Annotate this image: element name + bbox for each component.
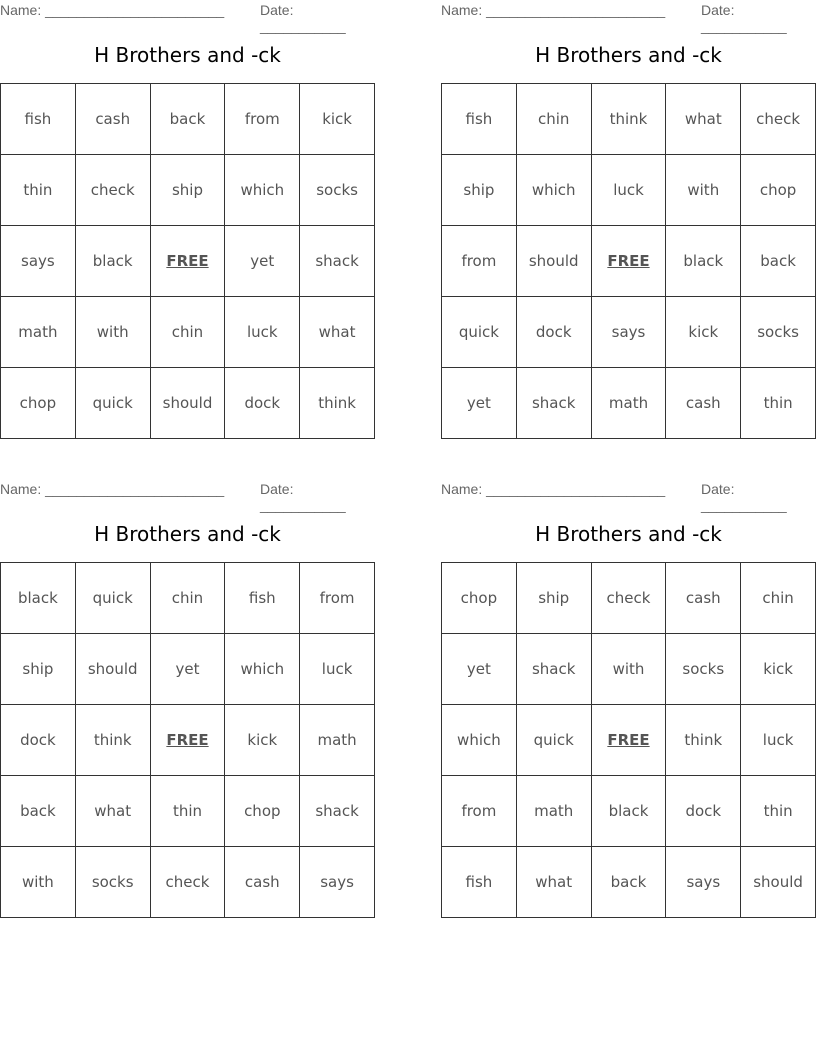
date-field[interactable]: Date: ___________ (701, 481, 787, 513)
date-field[interactable]: Date: ___________ (260, 2, 346, 34)
word-cell: ship (516, 563, 591, 634)
word-cell: shack (300, 226, 375, 297)
word-cell: kick (225, 705, 300, 776)
word-cell: yet (442, 368, 517, 439)
name-date-line (441, 481, 816, 513)
word-cell: cash (666, 368, 741, 439)
word-cell: dock (666, 776, 741, 847)
word-cell: says (591, 297, 666, 368)
word-cell: cash (75, 84, 150, 155)
word-cell: which (516, 155, 591, 226)
word-cell: what (75, 776, 150, 847)
word-cell: socks (741, 297, 816, 368)
word-cell: with (591, 634, 666, 705)
word-cell: luck (225, 297, 300, 368)
word-cell: from (442, 226, 517, 297)
free-space-cell: FREE (150, 705, 225, 776)
grid-row (442, 776, 816, 847)
word-cell: chop (225, 776, 300, 847)
word-cell: cash (666, 563, 741, 634)
word-cell: check (75, 155, 150, 226)
word-cell: fish (225, 563, 300, 634)
word-cell: black (666, 226, 741, 297)
name-date-line (0, 2, 375, 34)
word-cell: check (591, 563, 666, 634)
word-cell: think (666, 705, 741, 776)
grid-row (442, 155, 816, 226)
word-cell: which (442, 705, 517, 776)
word-cell: dock (1, 705, 76, 776)
word-cell: math (516, 776, 591, 847)
word-cell: quick (75, 563, 150, 634)
word-cell: luck (741, 705, 816, 776)
bingo-grid (0, 83, 375, 439)
word-cell: thin (741, 368, 816, 439)
word-cell: black (75, 226, 150, 297)
bingo-grid (441, 562, 816, 918)
word-cell: black (591, 776, 666, 847)
word-cell: quick (75, 368, 150, 439)
grid-row (1, 226, 375, 297)
word-cell: quick (442, 297, 517, 368)
word-cell: black (1, 563, 76, 634)
word-cell: thin (150, 776, 225, 847)
word-cell: math (1, 297, 76, 368)
grid-row (1, 847, 375, 918)
word-cell: cash (225, 847, 300, 918)
word-cell: shack (516, 368, 591, 439)
word-cell: chin (516, 84, 591, 155)
word-cell: luck (300, 634, 375, 705)
word-cell: thin (741, 776, 816, 847)
grid-row (1, 634, 375, 705)
word-cell: fish (442, 847, 517, 918)
word-cell: which (225, 155, 300, 226)
word-cell: from (225, 84, 300, 155)
word-cell: math (300, 705, 375, 776)
word-cell: yet (225, 226, 300, 297)
name-field[interactable]: Name: _______________________ (441, 2, 666, 18)
word-cell: chop (1, 368, 76, 439)
word-cell: ship (150, 155, 225, 226)
word-cell: fish (442, 84, 517, 155)
word-cell: quick (516, 705, 591, 776)
word-cell: with (75, 297, 150, 368)
grid-row (1, 155, 375, 226)
word-cell: kick (300, 84, 375, 155)
date-field[interactable]: Date: ___________ (260, 481, 346, 513)
word-cell: from (442, 776, 517, 847)
word-cell: says (666, 847, 741, 918)
word-cell: should (516, 226, 591, 297)
bingo-grid (441, 83, 816, 439)
word-cell: kick (741, 634, 816, 705)
word-cell: check (741, 84, 816, 155)
grid-row (442, 847, 816, 918)
word-cell: think (300, 368, 375, 439)
word-cell: shack (516, 634, 591, 705)
card-title: H Brothers and -ck (94, 522, 281, 546)
word-cell: think (75, 705, 150, 776)
word-cell: says (300, 847, 375, 918)
grid-row (1, 297, 375, 368)
word-cell: socks (666, 634, 741, 705)
free-space-cell: FREE (150, 226, 225, 297)
grid-row (442, 84, 816, 155)
word-cell: yet (150, 634, 225, 705)
word-cell: chin (741, 563, 816, 634)
word-cell: from (300, 563, 375, 634)
card-title: H Brothers and -ck (535, 43, 722, 67)
word-cell: dock (225, 368, 300, 439)
word-cell: think (591, 84, 666, 155)
word-cell: what (300, 297, 375, 368)
word-cell: socks (75, 847, 150, 918)
grid-row (442, 226, 816, 297)
word-cell: which (225, 634, 300, 705)
grid-row (442, 634, 816, 705)
grid-row (1, 776, 375, 847)
bingo-grid (0, 562, 375, 918)
grid-row (442, 368, 816, 439)
grid-row (442, 563, 816, 634)
word-cell: chin (150, 563, 225, 634)
word-cell: what (516, 847, 591, 918)
word-cell: luck (591, 155, 666, 226)
grid-row (1, 84, 375, 155)
word-cell: should (150, 368, 225, 439)
word-cell: thin (1, 155, 76, 226)
word-cell: chop (442, 563, 517, 634)
word-cell: ship (1, 634, 76, 705)
name-date-line (0, 481, 375, 513)
word-cell: fish (1, 84, 76, 155)
word-cell: should (741, 847, 816, 918)
word-cell: chin (150, 297, 225, 368)
word-cell: back (150, 84, 225, 155)
name-field[interactable]: Name: _______________________ (0, 2, 225, 18)
word-cell: kick (666, 297, 741, 368)
word-cell: dock (516, 297, 591, 368)
name-date-line (441, 2, 816, 34)
grid-row (442, 705, 816, 776)
free-space-cell: FREE (591, 705, 666, 776)
word-cell: check (150, 847, 225, 918)
name-field[interactable]: Name: _______________________ (441, 481, 666, 497)
grid-row (442, 297, 816, 368)
grid-row (1, 563, 375, 634)
word-cell: with (1, 847, 76, 918)
card-title: H Brothers and -ck (535, 522, 722, 546)
free-space-cell: FREE (591, 226, 666, 297)
word-cell: back (591, 847, 666, 918)
word-cell: should (75, 634, 150, 705)
card-title: H Brothers and -ck (94, 43, 281, 67)
word-cell: chop (741, 155, 816, 226)
date-field[interactable]: Date: ___________ (701, 2, 787, 34)
word-cell: with (666, 155, 741, 226)
word-cell: ship (442, 155, 517, 226)
word-cell: socks (300, 155, 375, 226)
word-cell: says (1, 226, 76, 297)
name-field[interactable]: Name: _______________________ (0, 481, 225, 497)
word-cell: what (666, 84, 741, 155)
word-cell: back (741, 226, 816, 297)
word-cell: back (1, 776, 76, 847)
grid-row (1, 368, 375, 439)
grid-row (1, 705, 375, 776)
word-cell: shack (300, 776, 375, 847)
word-cell: math (591, 368, 666, 439)
word-cell: yet (442, 634, 517, 705)
